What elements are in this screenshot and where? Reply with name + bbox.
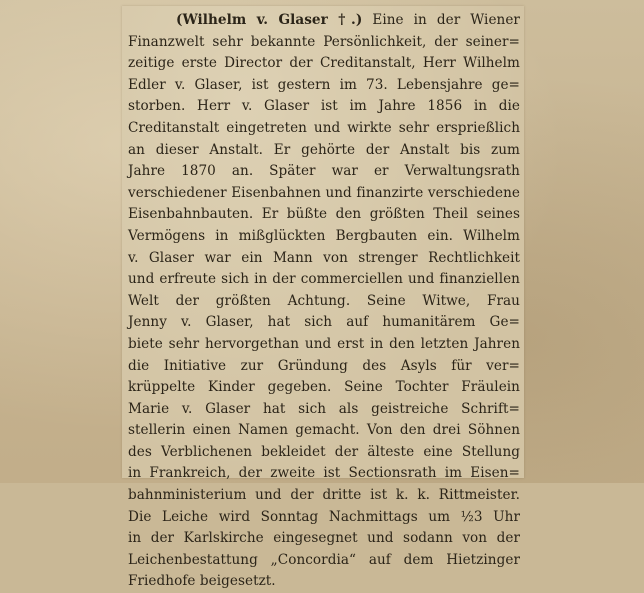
article-line: Finanzwelt sehr bekannte Persönlichkeit, der seiner= — [128, 33, 520, 50]
article-line: in der Karlskirche eingesegnet und sodann von der — [128, 530, 520, 547]
article-line: bahnministerium und der dritte ist k. k. Rittmeister. — [128, 487, 520, 504]
article-line: v. Glaser war ein Mann von strenger Rechtlichkeit — [128, 249, 520, 266]
article-line: in Frankreich, der zweite ist Sectionsrath im Eisen= — [128, 465, 520, 482]
newspaper-clipping — [122, 6, 524, 590]
article-line: biete sehr hervorgethan und erst in den letzten Jahren — [128, 335, 520, 352]
article-line: storben. Herr v. Glaser ist im Jahre 1856 in die — [128, 98, 520, 115]
article-body — [128, 10, 520, 593]
article-line: Welt der größten Achtung. Seine Witwe, Frau — [128, 292, 520, 309]
article-line: zeitige erste Director der Creditanstalt, Herr Wilhelm — [128, 55, 520, 72]
article-line: stellerin einen Namen gemacht. Von den drei Söhnen — [128, 422, 520, 439]
article-line: des Verblichenen bekleidet der älteste eine Stellung — [128, 443, 520, 460]
article-line: Jahre 1870 an. Später war er Verwaltungsrath — [128, 163, 520, 180]
article-heading: (Wilhelm v. Glaser †.) — [176, 12, 363, 28]
article-line: Edler v. Glaser, ist gestern im 73. Lebensjahre ge= — [128, 76, 520, 93]
article-line: krüppelte Kinder gegeben. Seine Tochter Fräulein — [128, 379, 520, 396]
article-line: Creditanstalt eingetreten und wirkte sehr ersprießlich — [128, 119, 520, 136]
article-line: die Initiative zur Gründung des Asyls für ver= — [128, 357, 520, 374]
article-line: und erfreute sich in der commerciellen und finanziellen — [128, 271, 520, 288]
article-line: Leichenbestattung „Concordia“ auf dem Hietzinger — [128, 551, 520, 568]
article-line: Die Leiche wird Sonntag Nachmittags um ½3 Uhr — [128, 508, 520, 525]
article-line — [128, 10, 520, 32]
article-line: Friedhofe beigesetzt. — [128, 573, 276, 590]
article-line: Vermögens in mißglückten Bergbauten ein. Wilhelm — [128, 227, 520, 244]
article-line: verschiedener Eisenbahnen und finanzirte verschiedene — [128, 184, 520, 201]
article-line: an dieser Anstalt. Er gehörte der Anstalt bis zum — [128, 141, 520, 158]
article-line: Marie v. Glaser hat sich als geistreiche Schrift= — [128, 400, 520, 417]
article-line: Jenny v. Glaser, hat sich auf humanitärem Ge= — [128, 314, 520, 331]
article-line-text: Eine in der Wiener — [372, 12, 520, 28]
article-line: Eisenbahnbauten. Er büßte den größten Theil seines — [128, 206, 520, 223]
